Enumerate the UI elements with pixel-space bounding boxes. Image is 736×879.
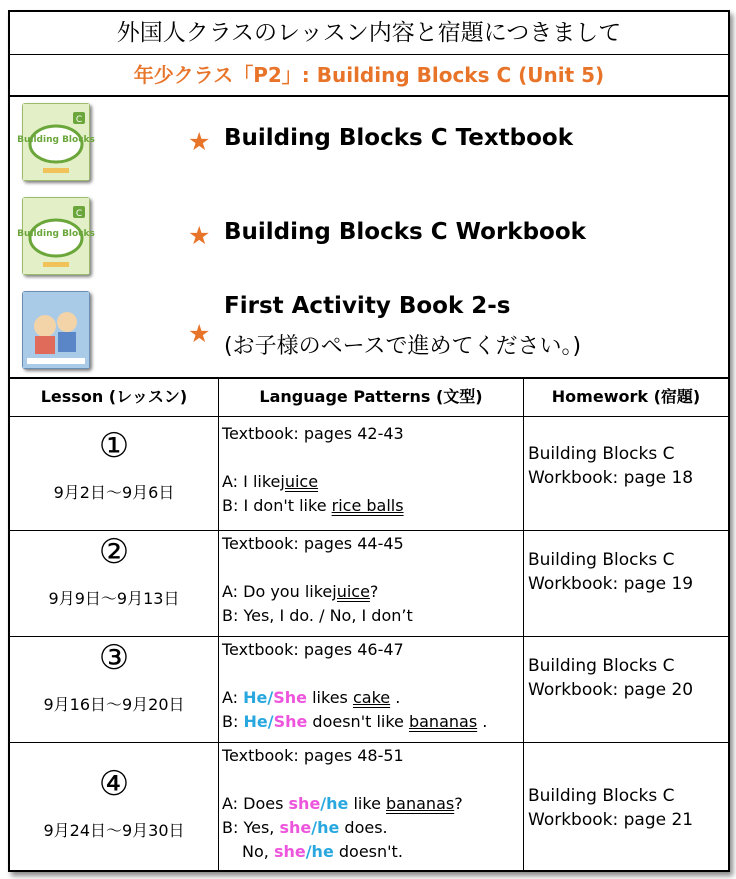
homework: Building Blocks C Workbook: page 20 [528,656,694,700]
textbook-pages: Textbook: pages 42-43 [222,424,404,443]
pattern-line-a: A: Do you likejuice? [222,582,379,601]
row-divider [10,530,728,531]
book-title: First Activity Book 2-s [224,293,511,319]
star-icon: ★ [188,221,211,250]
language-pattern [222,744,463,864]
book-item-textbook [10,97,728,191]
svg-text:C: C [75,115,83,125]
language-pattern [222,422,404,518]
lesson-number: ① [98,426,130,466]
row-divider [10,742,728,743]
lesson-date: 9月9日～9月13日 [48,589,180,608]
workbook-cover-image [17,197,95,275]
homework: Building Blocks C Workbook: page 21 [528,786,694,830]
row-divider [10,636,728,637]
header-homework: Homework (宿題) [524,378,728,417]
header-patterns: Language Patterns (文型) [219,378,523,417]
class-subtitle: 年少クラス「P2」: Building Blocks C (Unit 5) [10,55,728,97]
lesson-date: 9月2日～9月6日 [53,483,175,502]
page-title: 外国人クラスのレッスン内容と宿題につきまして [10,12,728,55]
book-title: Building Blocks C Textbook [224,125,574,151]
lesson-number: ③ [98,638,130,678]
pattern-line-c: No, she/he doesn't. [242,842,403,861]
svg-text:C: C [75,209,83,219]
book-title: Building Blocks C Workbook [224,219,586,245]
lesson-number: ④ [98,764,130,804]
activity-book-cover-image [22,291,90,369]
column-divider [523,378,524,870]
lesson-date: 9月24日～9月30日 [43,821,185,840]
textbook-pages: Textbook: pages 44-45 [222,534,404,553]
pattern-line-a: A: I likejuice [222,472,319,491]
language-pattern [222,638,487,734]
pattern-line-b: B: He/She doesn't like bananas . [222,712,488,731]
star-icon: ★ [188,319,211,348]
book-note: (お子様のペースで進めてください。) [224,334,582,359]
lesson-sheet [8,10,730,872]
star-icon: ★ [188,127,211,156]
pattern-line-b: B: Yes, she/he does. [222,818,388,837]
header-lesson: Lesson (レッスン) [10,378,218,417]
pattern-line-b: B: I don't like rice balls [222,496,404,515]
book-item-workbook [10,191,728,285]
lesson-number: ② [98,532,130,572]
textbook-pages: Textbook: pages 46-47 [222,640,404,659]
book-item-activity [10,285,728,377]
book-list [10,97,728,379]
textbook-pages: Textbook: pages 48-51 [222,746,404,765]
homework: Building Blocks C Workbook: page 18 [528,444,694,488]
textbook-cover-image [17,103,95,181]
svg-text:Building Blocks: Building Blocks [17,135,95,145]
pattern-line-a: A: Does she/he like bananas? [222,794,463,813]
column-divider [218,378,219,870]
homework: Building Blocks C Workbook: page 19 [528,550,694,594]
pattern-line-a: A: He/She likes cake . [222,688,401,707]
language-pattern [222,532,413,628]
pattern-line-b: B: Yes, I do. / No, I don’t [222,606,413,625]
lesson-date: 9月16日～9月20日 [43,695,185,714]
svg-text:Building Blocks: Building Blocks [17,229,95,239]
